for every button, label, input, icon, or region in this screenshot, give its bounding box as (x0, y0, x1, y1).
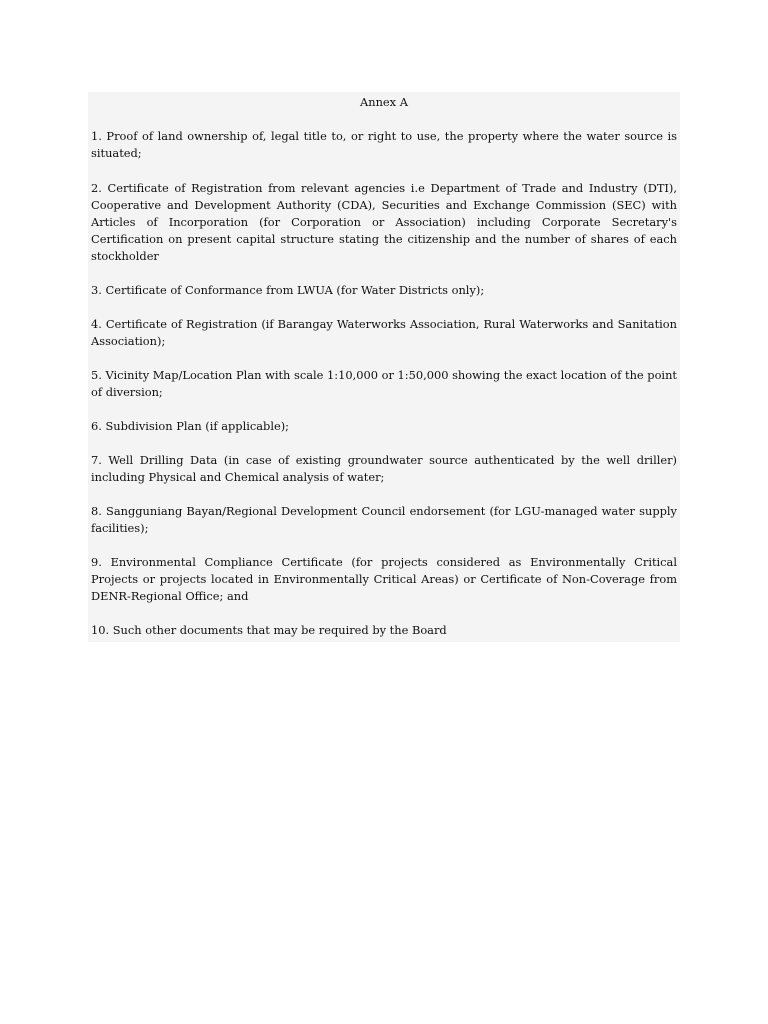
list-item: 5. Vicinity Map/Location Plan with scale 1:10,000 or 1:50,000 showing the exact location of the point of diversion; (91, 368, 677, 399)
list-item: 3. Certificate of Conformance from LWUA (for Water Districts only); (91, 283, 485, 297)
list-item: 10. Such other documents that may be required by the Board (91, 623, 447, 637)
list-item: 2. Certificate of Registration from relevant agencies i.e Department of Trade and Industry (DTI), Cooperative and Development Authority (CDA), Securities and Exchange Commission (SEC) with Articles of Incorporation (for Corporation or Association) including Corporate Secretary's Certification on present capital structure stating the citizenship and the number of shares of each stockholder (91, 181, 677, 263)
list-item: 6. Subdivision Plan (if applicable); (91, 419, 290, 433)
annex-title: Annex A (360, 95, 408, 109)
annex-content (88, 92, 680, 642)
list-item: 7. Well Drilling Data (in case of existing groundwater source authenticated by the well driller) including Physical and Chemical analysis of water; (91, 453, 677, 484)
list-item: 1. Proof of land ownership of, legal title to, or right to use, the property where the water source is situated; (91, 129, 677, 160)
requirements-list (91, 128, 677, 639)
list-item: 8. Sangguniang Bayan/Regional Development Council endorsement (for LGU-managed water supply facilities); (91, 504, 677, 535)
list-item: 4. Certificate of Registration (if Barangay Waterworks Association, Rural Waterworks and Sanitation Association); (91, 317, 677, 348)
list-item: 9. Environmental Compliance Certificate (for projects considered as Environmentally Critical Projects or projects located in Environmentally Critical Areas) or Certificate of Non-Coverage from DENR-Regional Office; and (91, 555, 677, 603)
